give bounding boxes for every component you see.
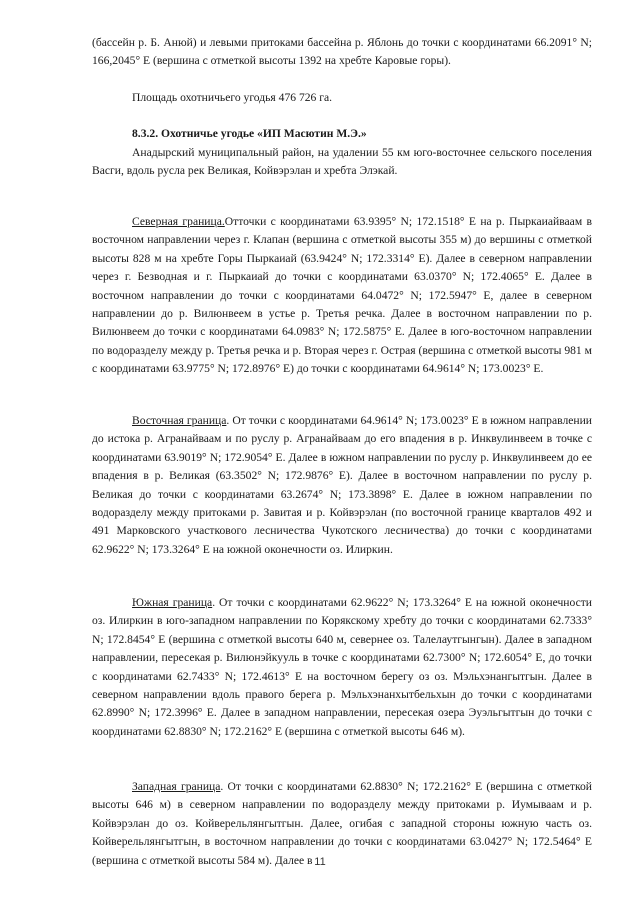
east-border-label: Восточная граница	[132, 414, 227, 427]
intro-continuation: (бассейн р. Б. Анюй) и левыми притоками бассейна р. Яблонь до точки с координатами 66.2091° N; 166,2045° E (вершина с отметкой высоты 1392 на хребте Каровые горы).	[92, 36, 592, 68]
south-border-label: Южная граница	[132, 596, 213, 609]
south-border-text: . От точки с координатами 62.9622° N; 173.3264° E на южной оконечности оз. Илиркин в юго-западном направлении по Корякскому хребту до точки с координатами 62.7333° N; 172.8454° E (вершина с отметкой высоты 640 м, севернее оз. Талелаутгынгын). Далее в западном направлении, пересекая р. Вилюнэйкууль в точке с координатами 62.7300° N; 172.6054° E, до точки с координатами 62.7433° N; 172.4613° E на восточном берегу оз оз. Мэльхэнангытгын. Далее в северном направлении вдоль правого берега р. Мэльхэнанхытбельхын до точки с координатами 62.8990° N; 172.3996° E. Далее в западном направлении, пересекая озера Эуэльгытгын до точки с координатами 62.8830° N; 172.2162° E (вершина с отметкой высоты 646 м).	[92, 596, 593, 738]
page-number: 11	[314, 856, 326, 868]
area-line: Площадь охотничьего угодья 476 726 га.	[132, 90, 333, 104]
section-heading: 8.3.2. Охотничье угодье «ИП Масютин М.Э.»	[132, 127, 367, 141]
north-border-paragraph	[92, 213, 592, 379]
north-border-text: Отточки с координатами 63.9395° N; 172.1518° E на р. Пыркаиайваам в восточном направлении через г. Клапан (вершина с отметкой высоты 355 м) до вершины с отметкой высоты 828 м на хребте Горы Пыркаиай (63.9424° N; 172.3314° E). Далее в северном направлении через г. Безводная и г. Пыркаиай до точки с координатами 63.0370° N; 172.4065° E. Далее в восточном направлении до точки с координатами 64.0472° N; 172.5947° E, далее в северном направлении до р. Вилюнвеем в устье р. Третья речка. Далее в восточном направлении по р. Вилюнвеем до точки с координатами 64.0983° N; 172.5875° E. Далее в юго-восточном направлении по водоразделу между р. Третья речка и р. Вторая через г. Острая (вершина с отметкой высоты 981 м с координатами 63.9775° N; 172.8976° E) до точки с координатами 64.9614° N; 173.0023° E.	[92, 215, 592, 376]
section-location: Анадырский муниципальный район, на удалении 55 км юго-восточнее сельского поселения Васги, вдоль русла рек Великая, Койвэрэлан и хребта Элэкай.	[92, 145, 592, 178]
east-border-text: . От точки с координатами 64.9614° N; 173.0023° E в южном направлении до истока р. Агранайваам и по руслу р. Агранайваам до его впадения в р. Инквулинвеем в точке с координатами 63.9019° N; 172.9054° E. Далее в южном направлении по руслу р. Инквулинвеем до ее впадения в р. Великая (63.3502° N; 172.9876° E). Далее в восточном направлении по руслу р. Великая до точки с координатами 63.2674° N; 173.3898° E. Далее в южном направлении по водоразделу между притоками р. Завитая и р. Койвэрэлан (по восточной границе кварталов 492 и 491 Марковского участкового лесничества Чукотского лесничества) до точки с координатами 62.9622° N; 173.3264° E на южной оконечности оз. Илиркин.	[92, 414, 592, 556]
west-border-label: Западная граница	[132, 780, 221, 793]
east-border-paragraph	[92, 412, 592, 559]
intro-block	[92, 34, 592, 180]
north-border-label: Северная граница.	[132, 215, 225, 228]
south-border-paragraph	[92, 594, 592, 741]
west-border-text: . От точки с координатами 62.8830° N; 172.2162° E (вершина с отметкой высоты 646 м) в северном направлении по водоразделу между притоками р. Иумываам и р. Койвэрэлан до оз. Койверельлянгытгын. Далее, огибая с западной стороны южную часть оз. Койверельлянгытгын, в восточном направлении до точки с координатами 63.0427° N; 172.5464° E (вершина с отметкой высоты 584 м). Далее в	[92, 780, 592, 867]
